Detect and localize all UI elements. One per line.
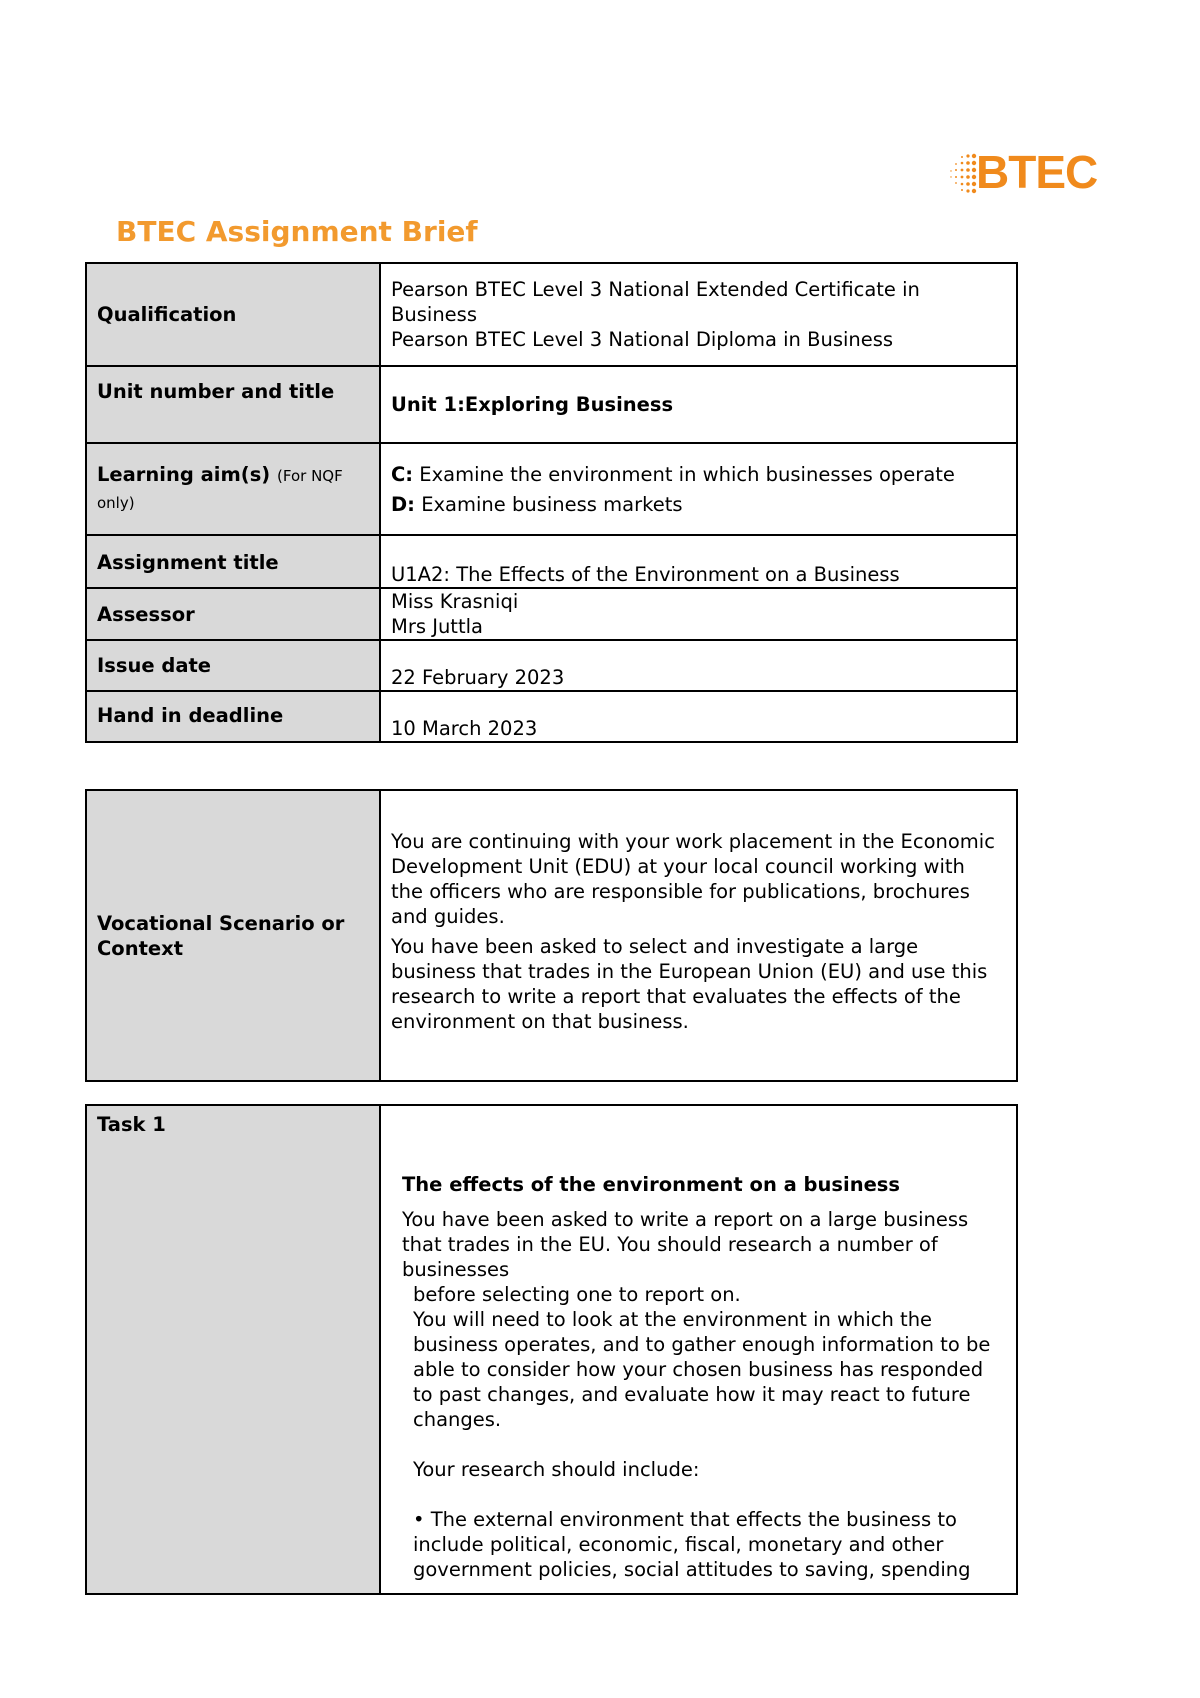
learning-aims-label-note: (For NQF only)	[97, 467, 343, 512]
learning-aim-item	[391, 462, 1006, 487]
task-body	[380, 1105, 1017, 1594]
learning-aims-label-text: Learning aim(s)	[97, 463, 271, 486]
task-line: before selecting one to report on.	[413, 1283, 741, 1306]
assessor-value	[380, 588, 1017, 640]
assignment-title-row	[86, 535, 1017, 588]
learning-aims-label	[86, 443, 380, 535]
assignment-title-label: Assignment title	[86, 535, 380, 588]
page-title: BTEC Assignment Brief	[116, 215, 478, 248]
task-intro: You have been asked to write a report on a large business that trades in the EU. You should research a number of businesses	[402, 1208, 969, 1281]
scenario-table	[85, 789, 1018, 1082]
task-bullet: • The external environment that effects the business to include political, economic, fiscal, monetary and other government policies, social attitudes to saving, spending	[413, 1508, 971, 1581]
learning-aim-code: D:	[391, 492, 415, 516]
qualification-row	[86, 263, 1017, 366]
qualification-line: Pearson BTEC Level 3 National Extended Certificate in	[391, 278, 920, 301]
task-table	[85, 1104, 1018, 1595]
assignment-details-table	[85, 262, 1018, 743]
research-heading: Your research should include:	[413, 1458, 700, 1481]
issue-date-label: Issue date	[86, 640, 380, 691]
task-heading: The effects of the environment on a business	[402, 1173, 901, 1196]
learning-aims-row	[86, 443, 1017, 535]
unit-value: Unit 1:Exploring Business	[380, 366, 1017, 443]
deadline-label: Hand in deadline	[86, 691, 380, 742]
unit-row	[86, 366, 1017, 443]
deadline-value: 10 March 2023	[380, 691, 1017, 742]
scenario-label: Vocational Scenario or Context	[86, 790, 380, 1081]
deadline-row	[86, 691, 1017, 742]
btec-logo-text: BTEC	[976, 146, 1098, 198]
assessor-name: Miss Krasniqi	[391, 590, 519, 613]
learning-aim-item	[391, 492, 1006, 517]
assignment-title-value: U1A2: The Effects of the Environment on a Business	[380, 535, 1017, 588]
issue-date-row	[86, 640, 1017, 691]
assessor-name: Mrs Juttla	[391, 615, 483, 638]
assessor-label: Assessor	[86, 588, 380, 640]
qualification-line: Business	[391, 303, 477, 326]
learning-aim-text: Examine business markets	[415, 492, 683, 516]
learning-aim-code: C:	[391, 462, 414, 486]
scenario-value	[380, 790, 1017, 1081]
qualification-label: Qualification	[86, 263, 380, 366]
task-row	[86, 1105, 1017, 1594]
scenario-paragraph: You are continuing with your work placement in the Economic Development Unit (EDU) at your local council working with the officers who are responsible for publications, brochures and guides.	[391, 830, 995, 928]
issue-date-value: 22 February 2023	[380, 640, 1017, 691]
assessor-row	[86, 588, 1017, 640]
btec-logo-dots-icon	[948, 150, 978, 198]
qualification-value	[380, 263, 1017, 366]
btec-logo	[948, 146, 1098, 200]
learning-aims-value	[380, 443, 1017, 535]
scenario-row	[86, 790, 1017, 1081]
unit-label: Unit number and title	[86, 366, 380, 443]
task-label: Task 1	[86, 1105, 380, 1594]
task-line: You will need to look at the environment in which the business operates, and to gather enough information to be able to consider how your chosen business has responded to past changes, and evaluate how it may react to future changes.	[413, 1308, 991, 1431]
scenario-paragraph: You have been asked to select and investigate a large business that trades in the European Union (EU) and use this research to write a report that evaluates the effects of the environment on that business.	[391, 935, 988, 1033]
qualification-line: Pearson BTEC Level 3 National Diploma in Business	[391, 328, 894, 351]
learning-aim-text: Examine the environment in which businesses operate	[413, 462, 955, 486]
